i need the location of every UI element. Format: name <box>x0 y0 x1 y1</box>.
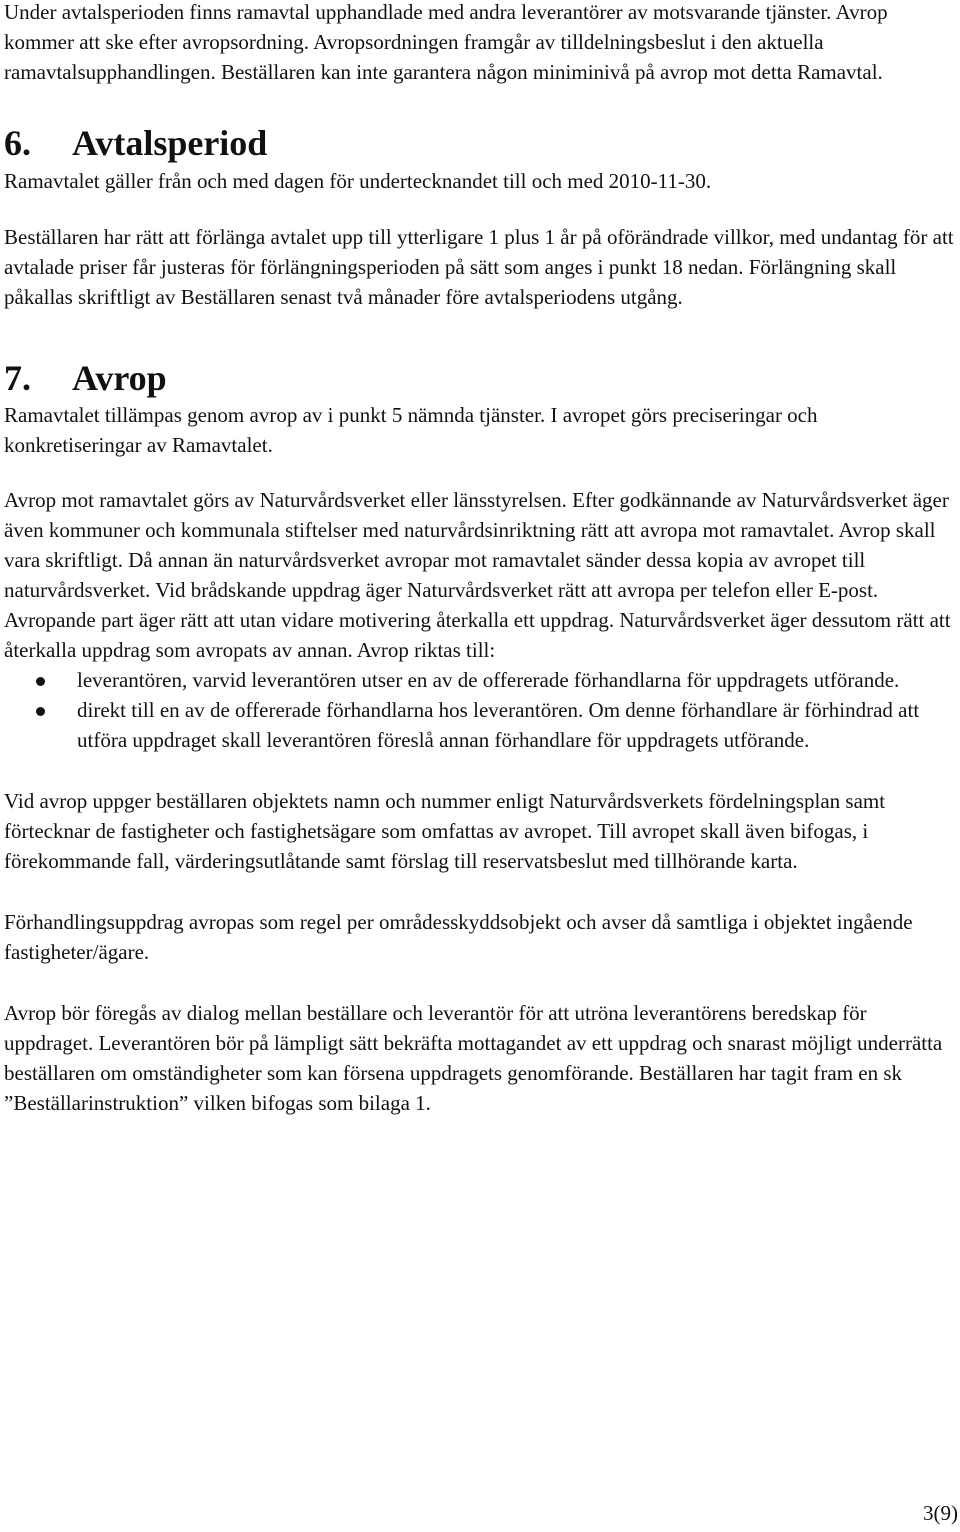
list-item <box>4 695 954 755</box>
avrop-paragraph-5: Avrop bör föregås av dialog mellan beställare och leverantör för att utröna leverantörens beredskap för uppdraget. Leverantören bör på lämpligt sätt bekräfta mottagandet av ett uppdrag och snarast möjligt underrätta beställaren om omständigheter som kan försena uppdragets genomförande. Beställaren har tagit fram en sk ”Beställarinstruktion” vilken bifogas som bilaga 1. <box>4 1001 943 1115</box>
avrop-paragraph-4: Förhandlingsuppdrag avropas som regel per områdesskyddsobjekt och avser då samtliga i objektet ingående fastigheter/ägare. <box>4 910 913 964</box>
list-item <box>4 665 954 695</box>
section-heading-avrop <box>4 356 954 400</box>
bullet-icon <box>36 677 45 686</box>
section-title: Avrop <box>72 358 167 398</box>
list-item-text: direkt till en av de offererade förhandlarna hos leverantören. Om denne förhandlare är förhindrad att utföra uppdraget skall leverantören föreslå annan förhandlare för uppdragets utförande. <box>77 698 920 752</box>
bullet-icon <box>36 707 45 716</box>
avrop-recipient-list <box>4 665 954 755</box>
section-number: 6. <box>4 123 31 163</box>
intro-paragraph: Under avtalsperioden finns ramavtal upphandlade med andra leverantörer av motsvarande tjänster. Avrop kommer att ske efter avropsordning. Avropsordningen framgår av tilldelningsbeslut i den aktuella ramavtalsupphandlingen. Beställaren kan inte garantera någon miniminivå på avrop mot detta Ramavtal. <box>4 0 888 84</box>
avtalsperiod-paragraph-2: Beställaren har rätt att förlänga avtalet upp till ytterligare 1 plus 1 år på oförändrade villkor, med undantag för att avtalade priser får justeras för förlängningsperioden på sätt som anges i punkt 18 nedan. Förlängning skall påkallas skriftligt av Beställaren senast två månader före avtalsperiodens utgång. <box>4 225 954 309</box>
avrop-paragraph-2: Avrop mot ramavtalet görs av Naturvårdsverket eller länsstyrelsen. Efter godkännande av Naturvårdsverket äger även kommuner och kommunala stiftelser med naturvårdsinriktning rätt att avropa mot ramavtalet. Avrop skall vara skriftligt. Då annan än naturvårdsverket avropar mot ramavtalet sänder dessa kopia av avropet till naturvårdsverket. Vid brådskande uppdrag äger Naturvårdsverket rätt att avropa per telefon eller E-post. Avropande part äger rätt att utan vidare motivering återkalla ett uppdrag. Naturvårdsverket äger dessutom rätt att återkalla uppdrag som avropats av annan. Avrop riktas till: <box>4 488 951 662</box>
page-number: 3(9) <box>923 1501 958 1525</box>
section-title: Avtalsperiod <box>72 123 268 163</box>
avtalsperiod-paragraph-1: Ramavtalet gäller från och med dagen för undertecknandet till och med 2010-11-30. <box>4 169 712 193</box>
section-number: 7. <box>4 358 31 398</box>
avrop-paragraph-3: Vid avrop uppger beställaren objektets namn och nummer enligt Naturvårdsverkets fördelningsplan samt förtecknar de fastigheter och fastighetsägare som omfattas av avropet. Till avropet skall även bifogas, i förekommande fall, värderingsutlåtande samt förslag till reservatsbeslut med tillhörande karta. <box>4 789 886 873</box>
avrop-paragraph-1: Ramavtalet tillämpas genom avrop av i punkt 5 nämnda tjänster. I avropet görs preciseringar och konkretiseringar av Ramavtalet. <box>4 403 818 457</box>
list-item-text: leverantören, varvid leverantören utser en av de offererade förhandlarna för uppdragets utförande. <box>77 668 900 692</box>
document-page <box>4 0 954 1118</box>
section-heading-avtalsperiod <box>4 121 954 165</box>
